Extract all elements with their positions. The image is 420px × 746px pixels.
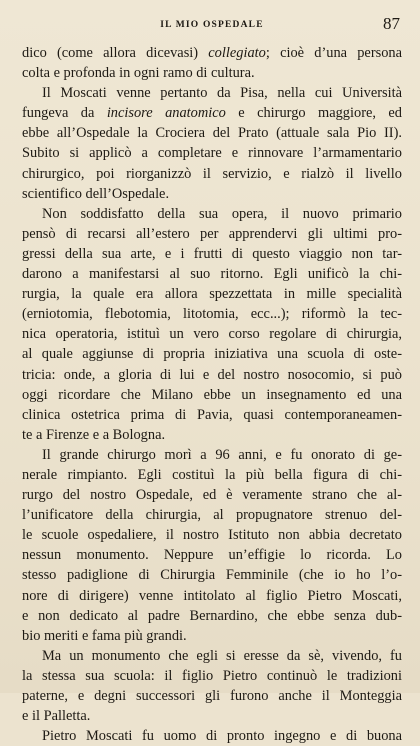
page-header — [22, 14, 402, 34]
text-line: la stessa sua scuola: il figlio Pietro continuò le tradizioni — [22, 667, 402, 684]
text-line: Pietro Moscati fu uomo di pronto ingegno e di buona — [42, 728, 402, 745]
text-line: stesso padiglione di Chirurgia Femminile (che io ho l’o- — [22, 567, 402, 584]
text-line: clinica ostetrica prima di Pavia, quasi contemporaneamen- — [22, 406, 402, 423]
text-line: nessun monumento. Neppure un’effigie lo ricorda. Lo — [22, 547, 402, 564]
text-line: l’unificatore della chirurgia, al propugnatore strenuo del- — [22, 507, 402, 524]
text-line: dico (come allora dicevasi) collegiato; cioè d’una persona — [22, 45, 402, 61]
running-title: IL MIO OSPEDALE — [160, 20, 264, 30]
text-line: bio meriti e fama più grandi. — [22, 627, 187, 644]
text-line: Non soddisfatto della sua opera, il nuovo primario — [42, 205, 402, 222]
page-number: 87 — [383, 14, 400, 33]
text-line: nerale rimpianto. Egli costituì la più bella figura di chi- — [22, 466, 402, 483]
text-line: te a Firenze e a Bologna. — [22, 426, 166, 443]
text-line: al quale aggiunse di propria iniziativa una scuola di oste- — [22, 346, 402, 363]
text-line: gressi della sua arte, e i frutti di questo viaggio non tar- — [22, 245, 402, 262]
text-line: tricia: onde, a gloria di lui e del nostro nosocomio, si può — [22, 366, 402, 383]
text-line: (erniotomia, flebotomia, litotomia, ecc...); riformò la tec- — [22, 306, 402, 323]
text-line: darono a manifestarsi al suo ritorno. Egli unificò la chi- — [22, 266, 402, 283]
text-line: ebbe all’Ospedale la Crociera del Prato (attuale sala Pio II). — [22, 125, 402, 142]
text-line: Ma un monumento che egli si eresse da sè, vivendo, fu — [42, 647, 402, 664]
text-line: fungeva da incisore anatomico e chirurgo maggiore, ed — [22, 105, 402, 122]
text-line: oggi ricordare che Milano ebbe un insegnamento ed una — [22, 386, 402, 403]
text-line: le scuole ospedaliere, il nostro Istituto non abbia decretato — [22, 527, 402, 544]
text-line: scientifico dell’Ospedale. — [22, 185, 170, 202]
text-line: Subito si applicò a completare e rinnovare l’armamentario — [22, 145, 402, 162]
text-line: Il grande chirurgo morì a 96 anni, e fu onorato di ge- — [42, 446, 402, 463]
text-line: rurgo del nostro Ospedale, ed è veramente strano che al- — [22, 487, 402, 504]
text-line: e il Palletta. — [22, 708, 91, 725]
text-line: pensò di recarsi all’estero per apprendervi gli ultimi pro- — [22, 225, 402, 242]
text-line: chirurgico, poi riorganizzò il servizio, e rialzò il livello — [22, 165, 402, 182]
text-line: paterne, e degni successori gli furono anche il Monteggia — [22, 688, 402, 704]
text-line: nica operatoria, istituì un vero corso regolare di chirurgia, — [22, 326, 402, 343]
text-line: colta e profonda in ogni ramo di cultura. — [22, 65, 255, 82]
text-line: e non dedicato al padre Bernardino, che ebbe senza dub- — [22, 607, 402, 624]
text-line: nore di dirigere) venne intitolato al figlio Pietro Moscati, — [22, 587, 402, 604]
body-text — [22, 43, 402, 746]
text-line: Il Moscati venne pertanto da Pisa, nella cui Università — [42, 85, 402, 102]
text-line: rurgia, la quale era allora spezzettata in mille specialità — [22, 286, 402, 303]
